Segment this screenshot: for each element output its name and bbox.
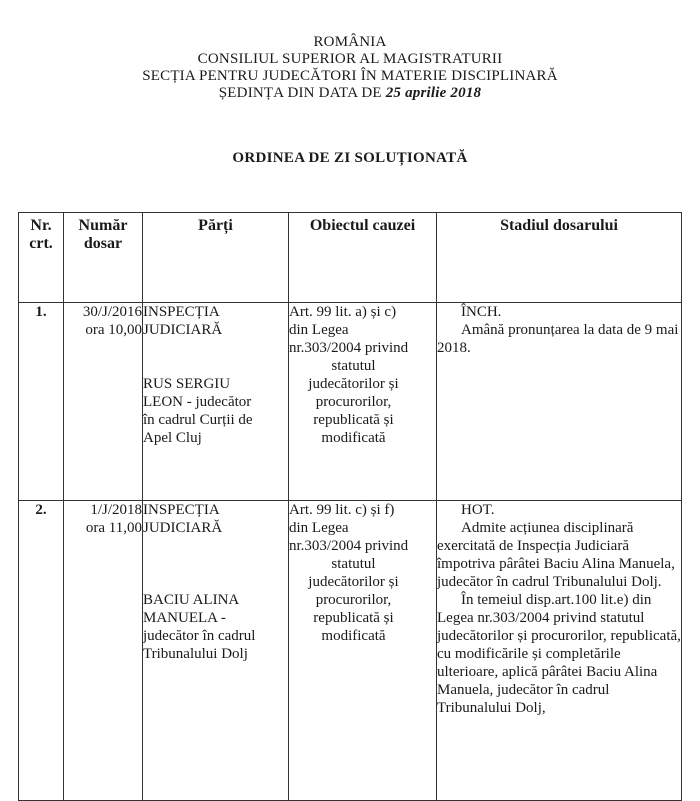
table-row [19,501,682,801]
row-number: 1. [19,303,64,501]
row-number: 2. [19,501,64,801]
defendant-line: Tribunalului Dolj [143,646,248,662]
case-status-cell [437,501,682,801]
session-date: 25 aprilie 2018 [385,85,482,101]
case-status-cell [437,303,682,501]
plaintiff-line: INSPECȚIA [143,304,220,320]
defendant-line: LEON - judecător [143,394,252,410]
status-code: HOT. [461,502,495,518]
session-date-line [0,85,700,102]
case-number: 1/J/2018 [90,502,142,518]
defendant-line: judecător în cadrul [143,628,256,644]
country-name: ROMÂNIA [313,34,387,50]
hearing-time: ora 11,00 [85,520,142,536]
parties-cell [143,501,289,801]
header-nr-crt: Nr. crt. [19,213,64,303]
table-row [19,303,682,501]
header-stadiul-dosarului: Stadiul dosarului [437,213,682,303]
section-name: SECȚIA PENTRU JUDECĂTORI ÎN MATERIE DISCIPLINARĂ [142,68,558,84]
defendant-line: în cadrul Curții de [143,412,253,428]
document-header [0,34,700,102]
status-text: Admite acțiunea disciplinară exercitată de Inspecția Judiciară împotriva pârâtei Baciu Alina Manuela, judecător în cadrul Tribunalului Dolj. [437,520,675,590]
case-number-cell [64,501,143,801]
hearing-time: ora 10,00 [85,322,142,338]
plaintiff-line: JUDICIARĂ [143,322,223,338]
case-object-cell: Art. 99 lit. a) și c) din Legea nr.303/2004 privind statutul judecătorilor și procurorilor, republicată și modificată [289,303,437,501]
parties-cell [143,303,289,501]
table-header-row [19,213,682,303]
header-obiectul-cauzei: Obiectul cauzei [289,213,437,303]
plaintiff-line: JUDICIARĂ [143,520,223,536]
header-parti: Părți [143,213,289,303]
status-text: Amână pronunțarea la data de 9 mai 2018. [437,322,679,356]
case-number: 30/J/2016 [82,304,142,320]
status-code: ÎNCH. [461,304,502,320]
header-numar-dosar: Număr dosar [64,213,143,303]
status-text: În temeiul disp.art.100 lit.e) din Legea nr.303/2004 privind statutul judecătorilor și procurorilor, republicată, cu modificările și completările ulterioare, aplică pârâtei Baciu Alina Manuela, judecător în cadrul Tribunalului Dolj, [437,592,681,716]
institution-name: CONSILIUL SUPERIOR AL MAGISTRATURII [197,51,503,67]
plaintiff-line: INSPECȚIA [143,502,220,518]
defendant-line: RUS SERGIU [143,376,231,392]
defendant-line: MANUELA - [143,610,226,626]
agenda-title: ORDINEA DE ZI SOLUȚIONATĂ [232,150,468,166]
defendant-line: Apel Cluj [143,430,202,446]
case-object-cell: Art. 99 lit. c) și f) din Legea nr.303/2004 privind statutul judecătorilor și procurorilor, republicată și modificată [289,501,437,801]
agenda-table [18,212,682,801]
session-label: ȘEDINȚA DIN DATA DE [218,85,386,101]
case-number-cell [64,303,143,501]
defendant-line: BACIU ALINA [143,592,240,608]
